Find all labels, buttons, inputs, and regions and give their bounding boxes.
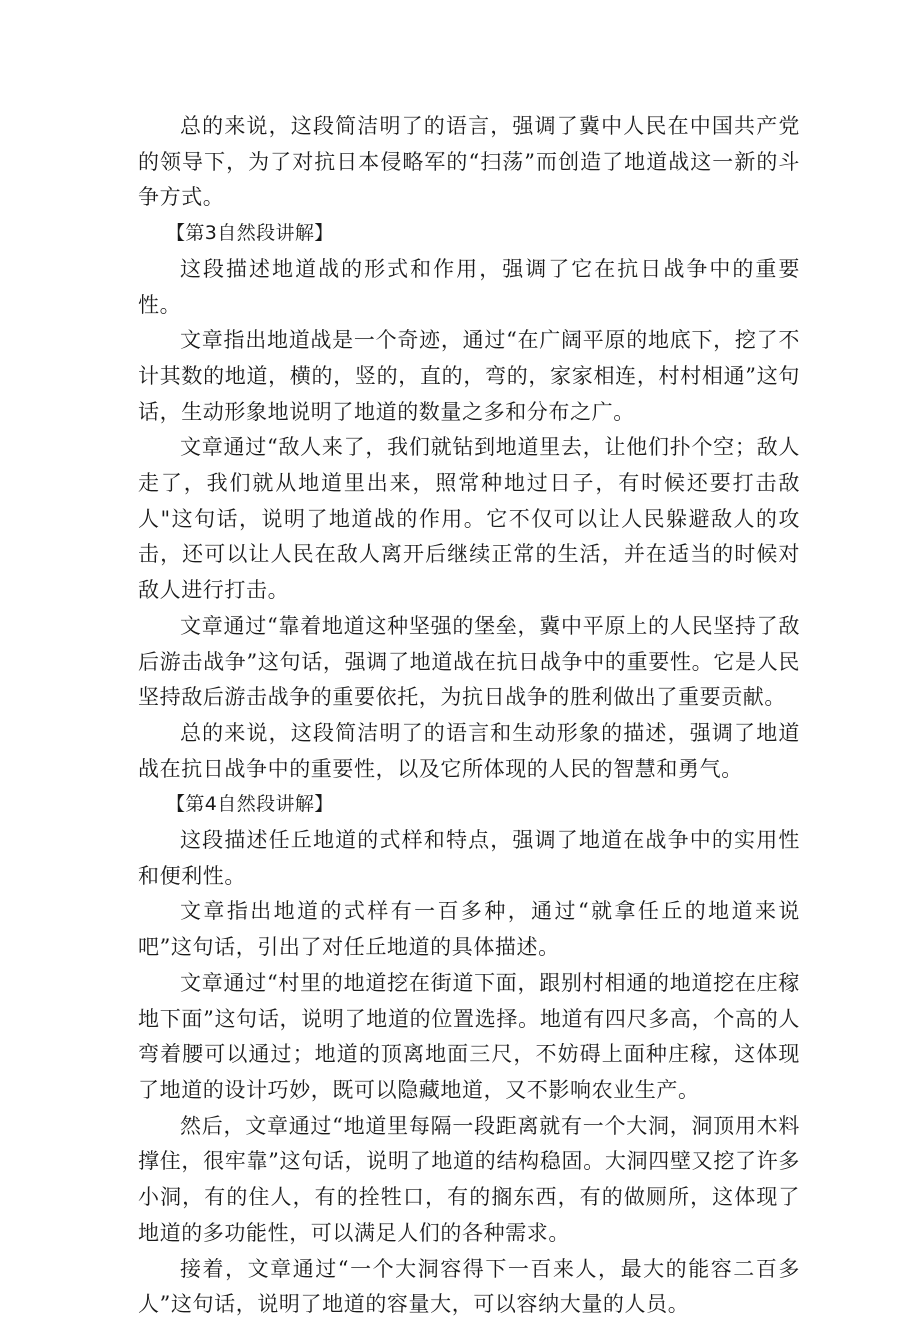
paragraph: 总的来说，这段简洁明了的语言，强调了冀中人民在中国共产党的领导下，为了对抗日本侵略军的“扫荡”而创造了地道战这一新的斗争方式。 bbox=[138, 114, 800, 210]
paragraph: 文章指出地道战是一个奇迹，通过“在广阔平原的地底下，挖了不计其数的地道，横的，竖的，直的，弯的，家家相连，村村相通”这句话，生动形象地说明了地道的数量之多和分布之广。 bbox=[138, 328, 800, 424]
paragraph: 然后，文章通过“地道里每隔一段距离就有一个大洞，洞顶用木料撑住，很牢靠”这句话，说明了地道的结构稳固。大洞四壁又挖了许多小洞，有的住人，有的拴牲口，有的搁东西，有的做厕所，这体现了地道的多功能性，可以满足人们的各种需求。 bbox=[138, 1113, 800, 1245]
paragraph: 文章通过“敌人来了，我们就钻到地道里去，让他们扑个空；敌人走了，我们就从地道里出来，照常种地过日子，有时候还要打击敌人"这句话，说明了地道战的作用。它不仅可以让人民躲避敌人的攻击，还可以让人民在敌人离开后继续正常的生活，并在适当的时候对敌人进行打击。 bbox=[138, 435, 800, 603]
paragraph: 文章通过“靠着地道这种坚强的堡垒，冀中平原上的人民坚持了敌后游击战争”这句话，强调了地道战在抗日战争中的重要性。它是人民坚持敌后游击战争的重要依托，为抗日战争的胜利做出了重要贡献。 bbox=[138, 613, 800, 710]
paragraph: 总的来说，这段简洁明了的语言和生动形象的描述，强调了地道战在抗日战争中的重要性，以及它所体现的人民的智慧和勇气。 bbox=[138, 720, 800, 781]
document-body bbox=[138, 109, 800, 1323]
section-heading: 【第4自然段讲解】 bbox=[166, 793, 334, 816]
paragraph: 文章指出地道的式样有一百多种，通过“就拿任丘的地道来说吧”这句话，引出了对任丘地道的具体描述。 bbox=[138, 899, 800, 960]
paragraph: 文章通过“村里的地道挖在街道下面，跟别村相通的地道挖在庄稼地下面”这句话，说明了地道的位置选择。地道有四尺多高，个高的人弯着腰可以通过；地道的顶离地面三尺，不妨碍上面种庄稼，这体现了地道的设计巧妙，既可以隐藏地道，又不影响农业生产。 bbox=[138, 970, 800, 1102]
paragraph: 接着，文章通过“一个大洞容得下一百来人，最大的能容二百多人”这句话，说明了地道的容量大，可以容纳大量的人员。 bbox=[138, 1256, 800, 1317]
section-heading: 【第3自然段讲解】 bbox=[166, 222, 334, 245]
paragraph: 这段描述任丘地道的式样和特点，强调了地道在战争中的实用性和便利性。 bbox=[138, 828, 800, 888]
paragraph: 这段描述地道战的形式和作用，强调了它在抗日战争中的重要性。 bbox=[138, 256, 800, 317]
